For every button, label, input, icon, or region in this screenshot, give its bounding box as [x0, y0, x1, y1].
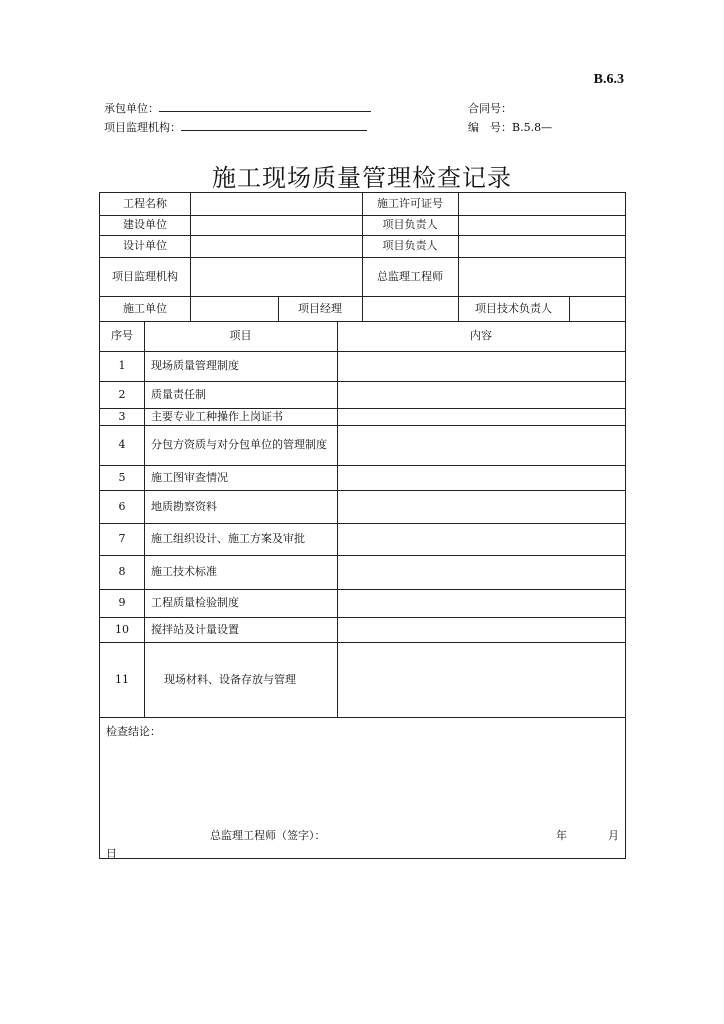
row-item: 施工图审查情况	[151, 470, 228, 484]
construction-unit-value[interactable]	[190, 215, 362, 235]
project-manager-value[interactable]	[362, 296, 458, 321]
inspection-form-table	[99, 192, 626, 859]
row-content[interactable]	[337, 617, 625, 642]
chief-engineer-value[interactable]	[458, 257, 625, 296]
row-item: 施工组织设计、施工方案及审批	[151, 532, 305, 545]
owner-pm-label: 项目负责人	[382, 218, 438, 231]
row-line	[100, 717, 625, 718]
row-item: 地质勘察资料	[151, 499, 217, 513]
permit-no-value[interactable]	[458, 193, 625, 215]
project-manager-label: 项目经理	[298, 301, 342, 315]
serial-no-label: 编 号：B.5.8—	[468, 121, 553, 134]
day-label: 日	[106, 847, 117, 860]
row-number: 7	[118, 532, 126, 545]
chief-engineer-label: 总监理工程师	[377, 269, 443, 283]
row-content[interactable]	[337, 381, 625, 408]
row-number: 3	[118, 409, 126, 423]
row-content[interactable]	[337, 589, 625, 617]
design-unit-label: 设计单位	[123, 239, 167, 252]
row-content[interactable]	[337, 425, 625, 465]
construction-unit-label: 建设单位	[123, 218, 167, 231]
contractor-label: 承包单位：	[104, 102, 159, 115]
row-number: 10	[115, 622, 129, 636]
month-label: 月	[608, 829, 619, 842]
row-content[interactable]	[337, 465, 625, 490]
design-pm-label: 项目负责人	[382, 239, 438, 252]
supervisor-org-cell-label: 项目监理机构	[112, 269, 178, 283]
supervisor-org-label: 项目监理机构：	[104, 121, 181, 134]
contract-no-label: 合同号：	[468, 102, 512, 115]
row-content[interactable]	[337, 351, 625, 381]
row-item: 分包方资质与对分包单位的管理制度	[151, 438, 327, 451]
tech-lead-value[interactable]	[569, 296, 625, 321]
column-header-item: 项目	[229, 329, 252, 342]
row-number: 6	[118, 499, 126, 513]
design-unit-value[interactable]	[190, 235, 362, 257]
tech-lead-label: 项目技术负责人	[475, 301, 552, 315]
row-item: 搅拌站及计量设置	[151, 622, 239, 636]
row-number: 1	[118, 359, 126, 372]
chief-engineer-signature-label: 总监理工程师（签字）：	[210, 829, 326, 842]
supervisor-org-field	[104, 119, 367, 135]
row-number: 5	[118, 470, 126, 484]
permit-no-label: 施工许可证号	[377, 197, 443, 210]
row-content[interactable]	[337, 490, 625, 523]
row-item: 质量责任制	[151, 387, 206, 401]
contractor-blank[interactable]	[159, 100, 371, 112]
contractor-unit-value[interactable]	[190, 296, 278, 321]
owner-pm-value[interactable]	[458, 215, 625, 235]
row-number: 4	[118, 438, 126, 451]
form-title: 施工现场质量管理检查记录	[212, 164, 512, 192]
row-item: 主要专业工种操作上岗证书	[151, 409, 283, 423]
column-header-no: 序号	[111, 329, 133, 342]
row-item: 现场材料、设备存放与管理	[164, 672, 296, 686]
row-number: 2	[118, 387, 126, 401]
form-code: B.6.3	[593, 72, 624, 87]
column-header-content: 内容	[470, 329, 492, 342]
year-label: 年	[556, 829, 567, 842]
supervisor-org-blank[interactable]	[181, 119, 367, 131]
row-number: 9	[118, 596, 126, 609]
row-item: 施工技术标准	[151, 565, 217, 578]
column-line	[144, 321, 145, 717]
design-pm-value[interactable]	[458, 235, 625, 257]
row-item: 现场质量管理制度	[151, 359, 239, 372]
row-number: 11	[115, 672, 129, 686]
project-name-label: 工程名称	[123, 197, 167, 210]
project-name-value[interactable]	[190, 193, 362, 215]
contractor-field	[104, 100, 371, 116]
supervisor-org-value[interactable]	[190, 257, 362, 296]
conclusion-label: 检查结论：	[106, 725, 161, 738]
row-content[interactable]	[337, 408, 625, 425]
contractor-unit-label: 施工单位	[123, 301, 167, 315]
row-content[interactable]	[337, 642, 625, 717]
row-content[interactable]	[337, 555, 625, 589]
row-content[interactable]	[337, 523, 625, 555]
conclusion-area[interactable]	[144, 741, 614, 823]
row-item: 工程质量检验制度	[151, 596, 239, 609]
row-number: 8	[118, 565, 126, 578]
